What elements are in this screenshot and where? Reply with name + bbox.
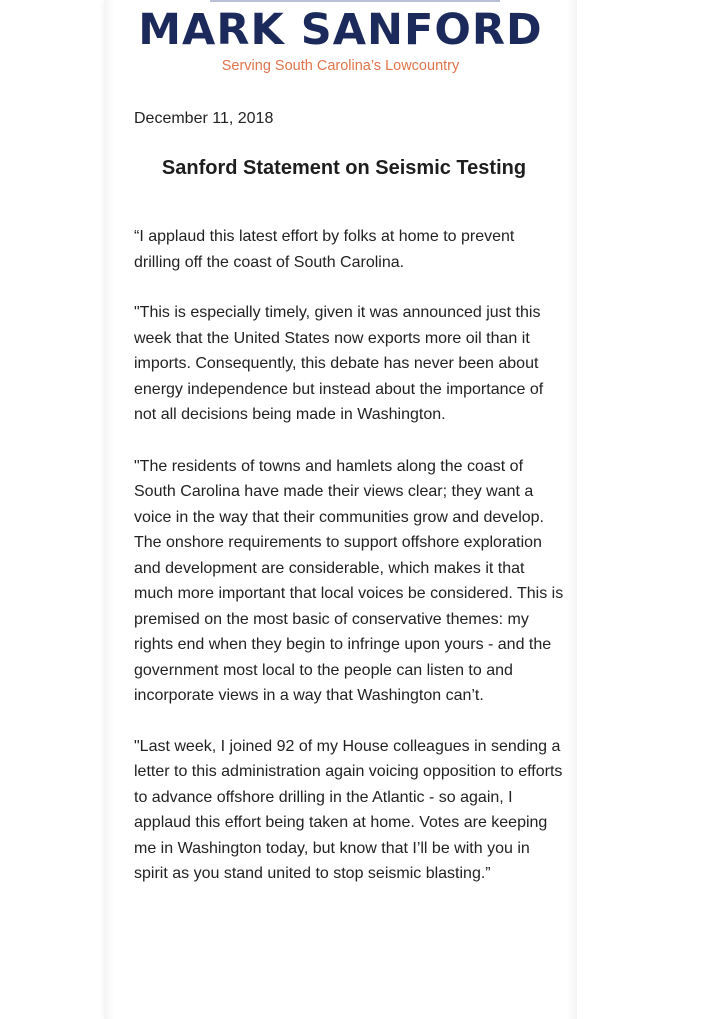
body-paragraph: “I applaud this latest effort by folks at home to prevent drilling off the coast of South Carolina. bbox=[134, 228, 515, 271]
release-body bbox=[134, 224, 564, 912]
body-paragraph: "This is especially timely, given it was announced just this week that the United States now exports more oil than it imports. Consequently, this debate has never been about energy independence but instead about the importance of not all decisions being made in Washington. bbox=[134, 304, 544, 423]
card-edge-right bbox=[567, 0, 577, 1019]
card-edge-left bbox=[104, 0, 114, 1019]
logo-wordmark: MARK SANFORD bbox=[138, 5, 543, 55]
page-gutter-right bbox=[577, 0, 706, 1019]
logo-top-rule bbox=[210, 0, 500, 2]
page-gutter-left bbox=[0, 0, 104, 1019]
logo-tagline: Serving South Carolina’s Lowcountry bbox=[221, 58, 460, 74]
release-date: December 11, 2018 bbox=[134, 110, 274, 127]
release-title: Sanford Statement on Seismic Testing bbox=[161, 157, 527, 179]
body-paragraph: "The residents of towns and hamlets along the coast of South Carolina have made their views clear; they want a voice in the way that their communities grow and develop. The onshore requirements to support offshore exploration and development are considerable, which makes it that much more important that local voices be considered. This is premised on the most basic of conservative themes: my rights end when they begin to infringe upon yours - and the government most local to the people can listen to and incorporate views in a way that Washington can’t. bbox=[134, 457, 564, 704]
body-paragraph: "Last week, I joined 92 of my House colleagues in sending a letter to this administration again voicing opposition to efforts to advance offshore drilling in the Atlantic - so again, I applaud this effort being taken at home. Votes are keeping me in Washington today, but know that I’ll be with you in spirit as you stand united to stop seismic blasting.” bbox=[134, 737, 563, 882]
